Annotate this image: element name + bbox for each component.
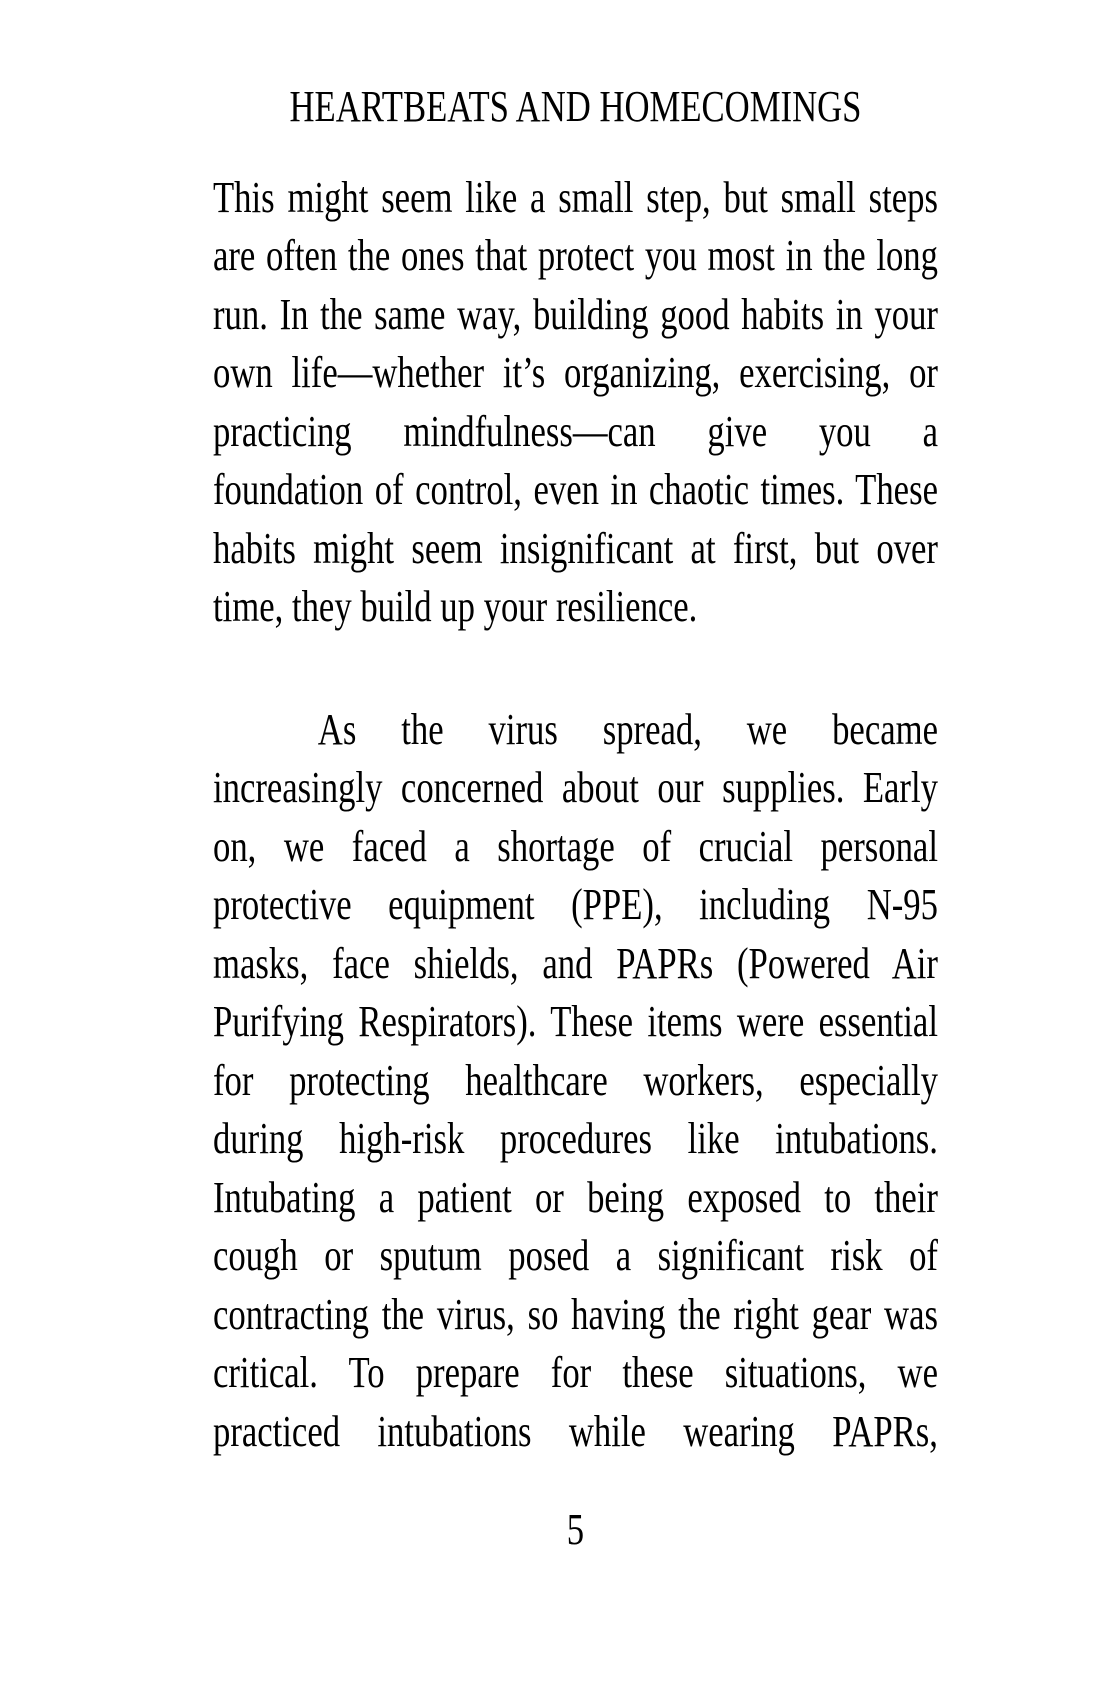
chapter-header: HEARTBEATS AND HOMECOMINGS: [289, 82, 862, 131]
page-number: 5: [566, 1505, 585, 1554]
text-line: are often the ones that protect you most in the long: [213, 231, 938, 280]
text-line: critical. To prepare for these situations, we: [213, 1348, 938, 1397]
page-content: [213, 78, 938, 1560]
text-line: Intubating a patient or being exposed to their: [213, 1172, 938, 1222]
text-line: contracting the virus, so having the right gear was: [213, 1289, 938, 1339]
text-line: on, we faced a shortage of crucial personal: [213, 821, 938, 871]
text-line: run. In the same way, building good habits in your: [213, 289, 938, 339]
paragraph: [213, 701, 938, 1462]
text-line: protective equipment (PPE), including N-95: [213, 880, 938, 929]
text-line: practicing mindfulness—can give you a: [213, 406, 938, 456]
body-text: [213, 169, 938, 1462]
text-line: own life—whether it’s organizing, exercising, or: [213, 348, 938, 397]
text-line: foundation of control, even in chaotic times. These: [213, 465, 938, 514]
text-line: increasingly concerned about our supplies. Early: [213, 763, 938, 812]
text-line: As the virus spread, we became: [317, 704, 938, 754]
text-line: for protecting healthcare workers, especially: [213, 1055, 938, 1105]
paragraph: [213, 169, 938, 637]
text-line: This might seem like a small step, but small steps: [213, 172, 938, 222]
text-line: cough or sputum posed a significant risk of: [213, 1231, 938, 1280]
text-line: during high-risk procedures like intubations.: [213, 1114, 938, 1163]
text-line: habits might seem insignificant at first, but over: [213, 523, 938, 573]
text-line: time, they build up your resilience.: [213, 582, 698, 631]
text-line: practiced intubations while wearing PAPRs,: [213, 1406, 938, 1456]
text-line: masks, face shields, and PAPRs (Powered Air: [213, 938, 938, 988]
text-line: Purifying Respirators). These items were essential: [213, 997, 938, 1046]
